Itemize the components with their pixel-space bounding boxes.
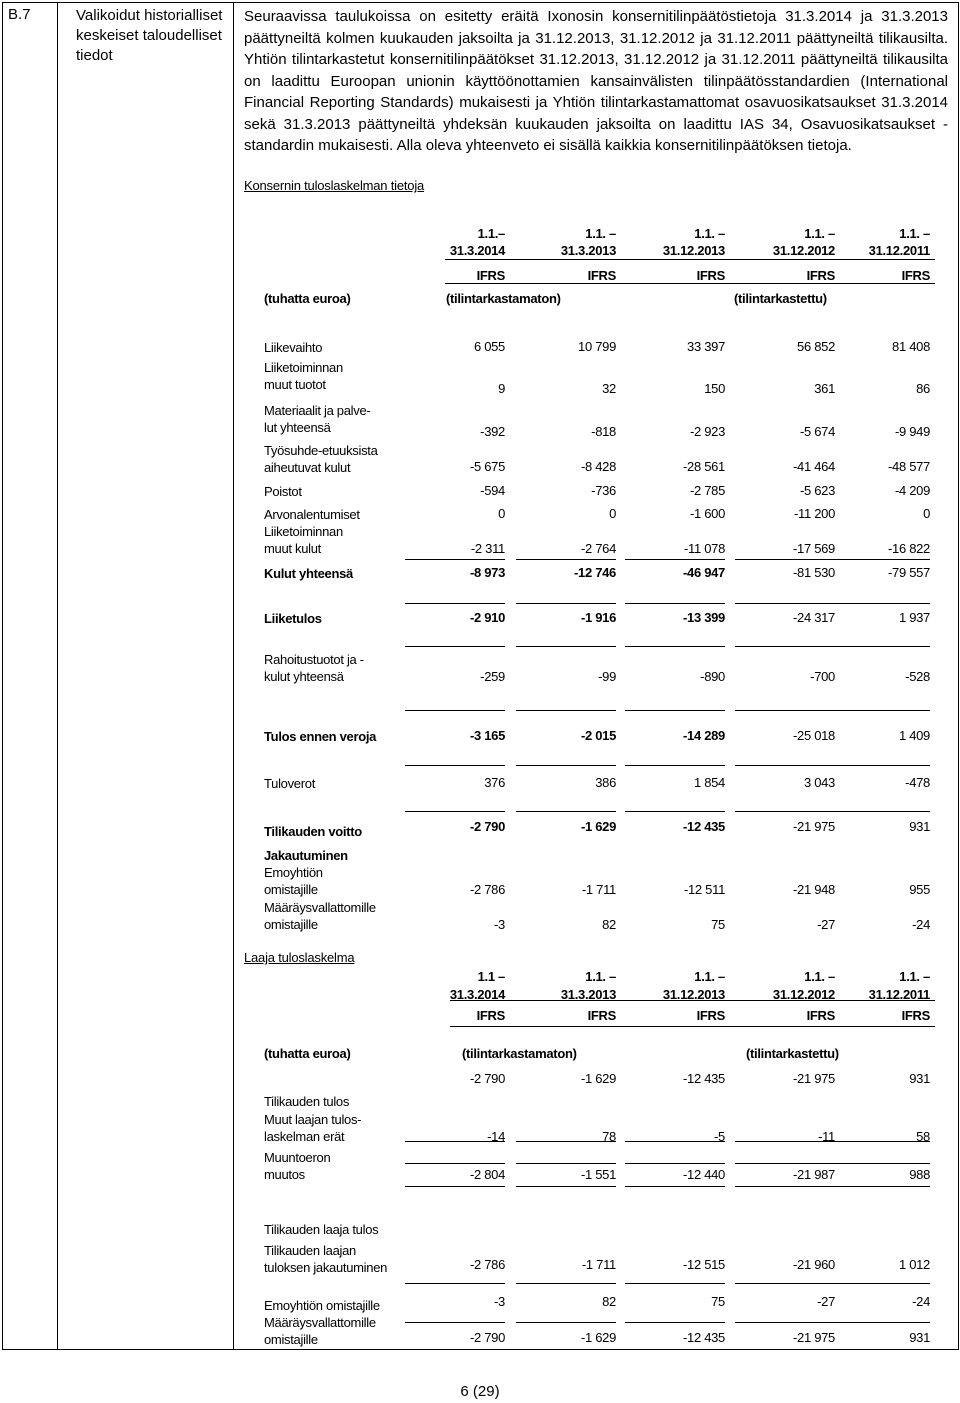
table-rule [445,283,935,284]
table-cell: -5 623 [799,483,835,498]
table-cell: -2 923 [689,424,725,439]
table-cell: -3 [494,917,505,932]
table-cell: -21 975 [793,1071,835,1086]
table-cell: -478 [905,775,930,790]
table-cell: 10 799 [578,339,616,354]
table-rule [830,1163,930,1164]
column-standard: IFRS [901,268,930,283]
table-cell: 1 937 [898,610,930,625]
column-header-start: 1.1. – [899,969,930,984]
column-header-end: 31.12.2011 [868,987,930,1002]
table-cell: 931 [909,1071,930,1086]
column-header-start: 1.1. – [585,969,616,984]
table-rule [830,559,930,560]
row-label: Tulos ennen veroja [264,729,377,744]
table-cell: -21 948 [793,882,835,897]
row-label: Liikevaihto [264,340,323,355]
table-cell: 931 [909,1330,930,1345]
row-label: Tilikauden voitto [264,824,362,839]
intro-text: Seuraavissa taulukoissa on esitetty eräitä Ixonosin konsernitilinpäätöstietoja 31.3.2014 ja 31.3.2013 päättyneiltä kolmen kuukauden jaksoilta ja 31.12.2013, 31.12.2012 ja 31.12.2011 päättyneiltä tilikausilta. Yhtiön tilintarkastetut konsernitilinpäätökset 31.12.2013, 31.12.2012 ja 31.12.2011 päättyneiltä tilikausilta on laadittu Euroopan unionin käyttöönottamien kansainvälisten tilinpäätösstandardien (International Financial Reporting Standards) mukaisesti ja Yhtiön tilintarkastamattomat osavuosikatsaukset 31.3.2014 sekä 31.3.2013 päättyneiltä yhdeksän kuukauden jaksoilta on laadittu IAS 34, Osavuosikatsaukset -standardin mukaisesti. Alla oleva yhteenveto ei sisällä kaikkia konsernitilinpäätöksen tietoja. [244,8,948,154]
section-title: Valikoidut historialliset keskeiset taloudelliset tiedot [76,7,223,64]
table-rule [735,811,835,812]
table-cell: -736 [591,483,616,498]
table-rule [735,1141,835,1142]
column-header-start: 1.1. – [804,969,835,984]
table-cell: -1 629 [580,1071,616,1086]
table-cell: -9 949 [894,424,930,439]
table-cell: -1 711 [581,1257,616,1272]
row-label: Määräysvallattomille omistajille [264,1315,376,1347]
table-cell: -700 [810,669,835,684]
table-cell: 9 [498,381,505,396]
table-rule [516,1163,616,1164]
table-rule [405,1163,505,1164]
table-rule [405,811,505,812]
table-cell: 56 852 [797,339,835,354]
table-rule [516,1322,616,1323]
column-header-end: 31.3.2014 [449,243,505,258]
column-header-start: 1.1. – [694,969,725,984]
unaudited-label: (tilintarkastamaton) [462,1046,577,1061]
table-cell: -5 675 [469,459,505,474]
table-cell: -1 551 [580,1167,616,1182]
table-cell: -81 530 [793,565,835,580]
table-cell: 86 [916,381,930,396]
table-rule [625,1163,725,1164]
column-header-start: 1.1. – [694,226,725,241]
table-rule [830,1322,930,1323]
table-cell: -11 078 [683,541,725,556]
table-cell: -24 317 [793,610,835,625]
unit-label: (tuhatta euroa) [264,291,351,306]
table-rule [625,603,725,604]
table-cell: -2 786 [469,1257,505,1272]
table-cell: -2 910 [469,610,505,625]
table-cell: 75 [711,1294,725,1309]
table-cell: 81 408 [892,339,930,354]
table-rule [625,1322,725,1323]
row-label: Kulut yhteensä [264,566,353,581]
table-rule [830,603,930,604]
table-cell: -14 [487,1129,505,1144]
table-cell: -17 569 [793,541,835,556]
table-cell: 150 [704,381,725,396]
table-rule [516,559,616,560]
table-rule [516,811,616,812]
table-cell: -12 435 [683,1071,725,1086]
table-cell: 58 [916,1129,930,1144]
table-cell: -2 764 [580,541,616,556]
column-header-start: 1.1. – [585,226,616,241]
column-header-end: 31.3.2013 [560,243,616,258]
table-rule [830,765,930,766]
table-cell: 33 397 [687,339,725,354]
table-cell: -14 289 [683,728,725,743]
column-divider [233,3,234,1349]
column-standard: IFRS [587,268,616,283]
table-rule [735,559,835,560]
table-cell: 82 [602,917,616,932]
table-rule [516,603,616,604]
column-header-start: 1.1. – [804,226,835,241]
column-standard: IFRS [696,268,725,283]
table-cell: 931 [909,819,930,834]
table-rule [405,1141,505,1142]
table-rule [516,1141,616,1142]
table-cell: -2 790 [469,1071,505,1086]
table-cell: -5 674 [799,424,835,439]
table-cell: 3 043 [803,775,835,790]
table-rule [735,1283,835,1284]
table-cell: -12 515 [683,1257,725,1272]
table-rule [830,646,930,647]
table-cell: -21 975 [793,1330,835,1345]
table-cell: -25 018 [793,728,835,743]
table-cell: -12 435 [683,819,725,834]
table-cell: -2 790 [469,819,505,834]
table-cell: -5 [714,1129,725,1144]
table-cell: -594 [480,483,505,498]
table-cell: 6 055 [473,339,505,354]
column-standard: IFRS [587,1008,616,1023]
table-rule [516,1283,616,1284]
row-label: Tilikauden laajan tuloksen jakautuminen [264,1243,388,1275]
table-cell: -8 428 [580,459,616,474]
table-cell: 78 [602,1129,616,1144]
table-cell: -4 209 [894,483,930,498]
table-cell: -8 973 [469,565,505,580]
table-cell: -12 435 [683,1330,725,1345]
table-cell: -2 785 [689,483,725,498]
row-label: Emoyhtiön omistajille [264,865,323,897]
table-cell: -818 [591,424,616,439]
table-cell: -1 629 [580,1330,616,1345]
table-cell: -13 399 [683,610,725,625]
column-standard: IFRS [696,1008,725,1023]
table-cell: 0 [923,506,930,521]
table-rule [516,710,616,711]
table-rule [830,1141,930,1142]
table-rule [516,765,616,766]
table-cell: -79 557 [888,565,930,580]
table-cell: -21 975 [793,819,835,834]
row-label: Muut laajan tulos- laskelman erät [264,1112,362,1144]
table-cell: -3 [494,1294,505,1309]
table-cell: -99 [598,669,616,684]
table-rule [830,1186,930,1187]
table-rule [405,710,505,711]
column-header-start: 1.1. – [899,226,930,241]
table-rule [405,646,505,647]
table-rule [830,1283,930,1284]
table-cell: -3 165 [469,728,505,743]
table-cell: -16 822 [888,541,930,556]
table-rule [735,603,835,604]
row-label: Muuntoeron muutos [264,1150,331,1182]
table-cell: -24 [912,1294,930,1309]
row-label: Tuloverot [264,776,316,791]
table-cell: -21 987 [793,1167,835,1182]
table-cell: 1 854 [693,775,725,790]
table-rule [405,1283,505,1284]
table-rule [830,811,930,812]
table-rule [625,765,725,766]
table-cell: -259 [480,669,505,684]
table-cell: 1 409 [898,728,930,743]
table-cell: -1 600 [689,506,725,521]
column-header-end: 31.3.2013 [560,987,616,1002]
table-rule [625,1186,725,1187]
table-cell: -2 015 [580,728,616,743]
table-cell: 361 [814,381,835,396]
row-label: Arvonalentumiset [264,507,360,522]
table-cell: 376 [484,775,505,790]
table-rule [405,1322,505,1323]
row-label: Poistot [264,484,302,499]
table-rule [405,603,505,604]
table-cell: 32 [602,381,616,396]
table-cell: 955 [909,882,930,897]
table-rule [625,1283,725,1284]
column-header-start: 1.1.– [477,226,505,241]
section-number: B.7 [8,6,31,23]
page-number: 6 (29) [460,1383,500,1400]
column-header-end: 31.12.2013 [662,987,725,1002]
table-cell: 0 [609,506,616,521]
row-label: Materiaalit ja palve- lut yhteensä [264,403,371,435]
row-label: Määräysvallattomille omistajille [264,900,376,932]
column-header-end: 31.12.2011 [868,243,930,258]
table-cell: 1 012 [898,1257,930,1272]
table-cell: 82 [602,1294,616,1309]
unaudited-label: (tilintarkastamaton) [446,291,561,306]
table-rule [735,1186,835,1187]
table-rule [735,1163,835,1164]
column-standard: IFRS [806,268,835,283]
table-cell: -46 947 [683,565,725,580]
table-cell: -28 561 [683,459,725,474]
table-rule [445,259,935,260]
table-cell: 988 [909,1167,930,1182]
column-standard: IFRS [476,268,505,283]
row-label: Liiketoiminnan muut kulut [264,524,343,556]
table-rule [450,1026,935,1027]
table-rule [625,646,725,647]
table-rule [735,710,835,711]
column-header-end: 31.12.2012 [772,243,835,258]
table-cell: -21 960 [793,1257,835,1272]
table-cell: -41 464 [793,459,835,474]
column-standard: IFRS [806,1008,835,1023]
table-cell: -27 [817,1294,835,1309]
table-rule [735,1322,835,1323]
table-cell: 0 [498,506,505,521]
income-statement-title: Konsernin tuloslaskelman tietoja [244,178,425,193]
table-cell: -392 [480,424,505,439]
table-rule [405,559,505,560]
column-header-end: 31.3.2014 [449,987,505,1002]
audited-label: (tilintarkastettu) [734,291,827,306]
unit-label: (tuhatta euroa) [264,1046,351,1061]
table-rule [735,646,835,647]
table-rule [625,811,725,812]
table-rule [735,765,835,766]
table-rule [830,710,930,711]
row-label: Työsuhde-etuuksista aiheutuvat kulut [264,443,378,475]
table-cell: -1 916 [580,610,616,625]
table-rule [516,646,616,647]
table-cell: -48 577 [888,459,930,474]
table-cell: -11 [818,1129,835,1144]
row-label: Tilikauden laaja tulos [264,1222,379,1237]
table-cell: -12 746 [574,565,616,580]
row-label: Liiketoiminnan muut tuotot [264,360,343,392]
table-cell: 75 [711,917,725,932]
table-cell: -2 786 [469,882,505,897]
column-header-start: 1.1 – [477,969,505,984]
comprehensive-income-title: Laaja tuloslaskelma [244,950,355,965]
table-rule [625,710,725,711]
table-cell: -1 711 [581,882,616,897]
column-divider [57,3,58,1349]
table-rule [625,1141,725,1142]
table-rule [405,765,505,766]
row-label: Emoyhtiön omistajille [264,1298,380,1313]
table-cell: -24 [912,917,930,932]
row-label: Rahoitustuotot ja - kulut yhteensä [264,652,364,684]
table-cell: 386 [595,775,616,790]
table-rule [405,1186,505,1187]
column-standard: IFRS [901,1008,930,1023]
table-cell: -12 440 [683,1167,725,1182]
table-cell: -2 311 [470,541,505,556]
table-rule [516,1186,616,1187]
audited-label: (tilintarkastettu) [746,1046,839,1061]
table-cell: -11 200 [793,506,835,521]
column-header-end: 31.12.2012 [772,987,835,1002]
column-standard: IFRS [476,1008,505,1023]
row-label: Tilikauden tulos [264,1094,350,1109]
table-cell: -890 [700,669,725,684]
column-header-end: 31.12.2013 [662,243,725,258]
table-cell: -12 511 [683,882,725,897]
table-cell: -27 [817,917,835,932]
intro-paragraph [244,6,948,157]
table-rule [450,1000,935,1001]
table-rule [625,559,725,560]
row-label: Jakautuminen [264,848,348,863]
table-cell: -2 790 [469,1330,505,1345]
table-cell: -528 [905,669,930,684]
table-cell: -2 804 [469,1167,505,1182]
row-label: Liiketulos [264,611,322,626]
table-cell: -1 629 [580,819,616,834]
